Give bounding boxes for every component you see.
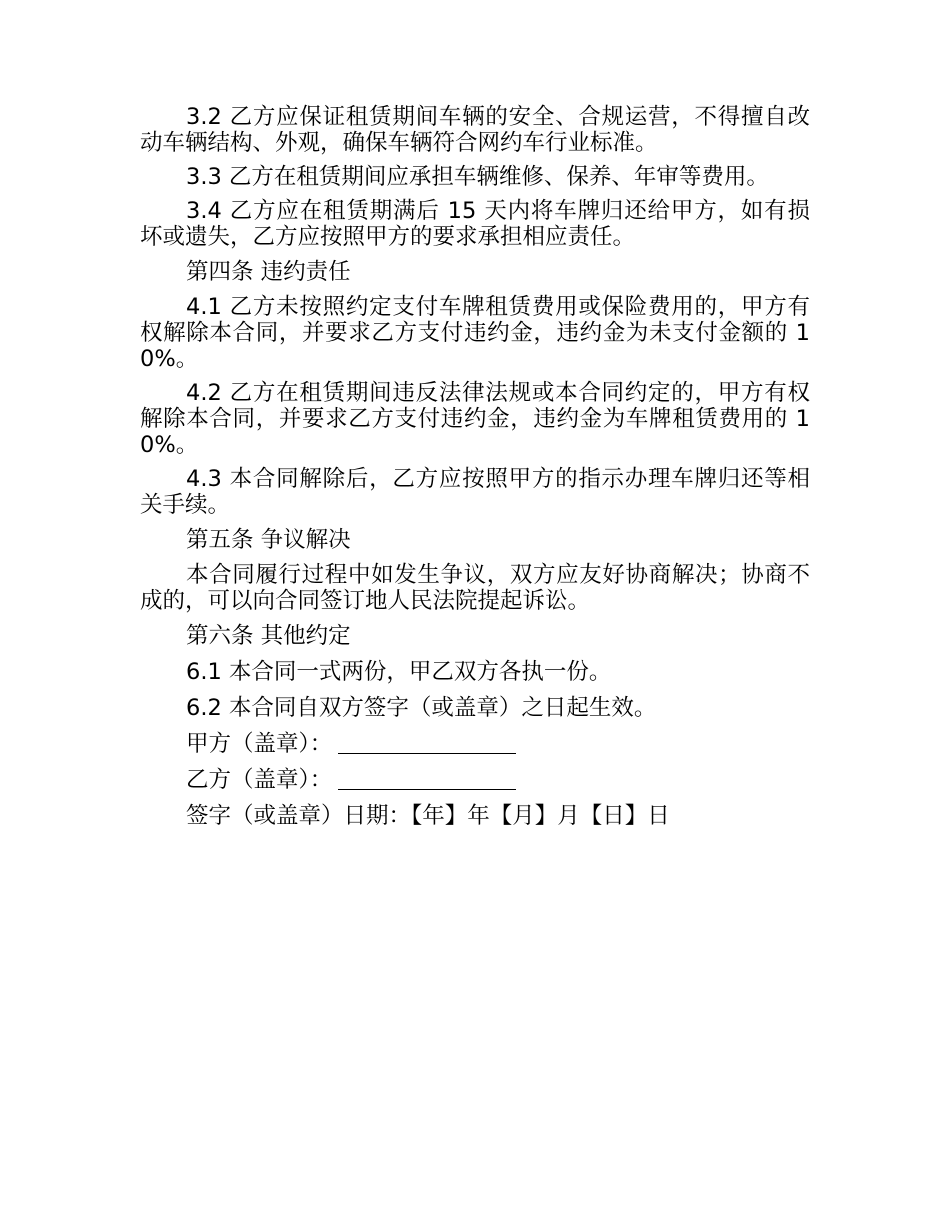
party-a-label: 甲方（盖章）：: [186, 731, 333, 757]
article-5-body: 本合同履行过程中如发生争议，双方应友好协商解决；协商不成的，可以向合同签订地人民法院提起诉讼。: [140, 562, 810, 614]
clause-3-3: 3.3 乙方在租赁期间应承担车辆维修、保养、年审等费用。: [186, 164, 769, 190]
article-4-title: 第四条 违约责任: [186, 259, 351, 285]
party-b-label: 乙方（盖章）：: [186, 767, 333, 793]
clause-4-1: 4.1 乙方未按照约定支付车牌租赁费用或保险费用的，甲方有权解除本合同，并要求乙方支付违约金，违约金为未支付金额的 10%。: [140, 294, 810, 372]
clause-6-1: 6.1 本合同一式两份，甲乙双方各执一份。: [186, 659, 612, 685]
article-5-title: 第五条 争议解决: [186, 527, 351, 553]
party-a-signature-row: [140, 730, 810, 758]
clause-3-2: 3.2 乙方应保证租赁期间车辆的安全、合规运营，不得擅自改动车辆结构、外观，确保车辆符合网约车行业标准。: [140, 104, 810, 156]
party-b-signature-line: [338, 767, 516, 790]
signature-date: 签字（或盖章）日期：【年】年【月】月【日】日: [186, 803, 670, 829]
clause-6-2: 6.2 本合同自双方签字（或盖章）之日起生效。: [186, 695, 657, 721]
clause-3-4: 3.4 乙方应在租赁期满后 15 天内将车牌归还给甲方，如有损坏或遗失，乙方应按照甲方的要求承担相应责任。: [140, 198, 810, 250]
clause-4-2: 4.2 乙方在租赁期间违反法律法规或本合同约定的，甲方有权解除本合同，并要求乙方支付违约金，违约金为车牌租赁费用的 10%。: [140, 380, 810, 458]
document-body: [140, 104, 810, 838]
party-b-signature-row: [140, 766, 810, 794]
clause-4-3: 4.3 本合同解除后，乙方应按照甲方的指示办理车牌归还等相关手续。: [140, 466, 810, 518]
article-6-title: 第六条 其他约定: [186, 623, 351, 649]
party-a-signature-line: [338, 731, 516, 754]
